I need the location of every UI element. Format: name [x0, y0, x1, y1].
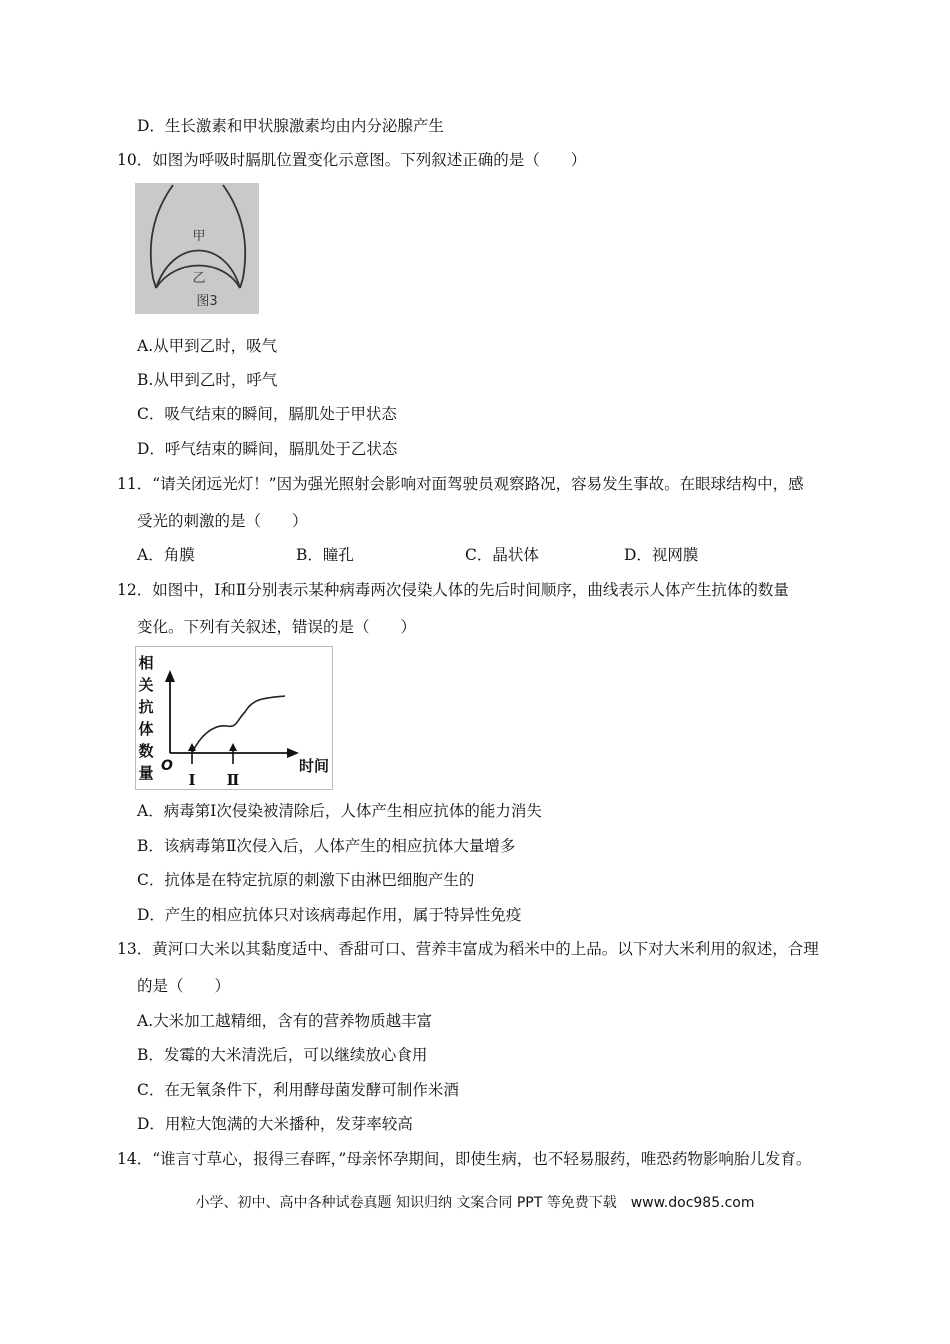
q12-y-char-2: 关 — [138, 676, 154, 694]
q9-option-d: D．生长激素和甲状腺激素均由内分泌腺产生 — [137, 117, 444, 135]
q10-label-bottom: 乙 — [192, 271, 206, 286]
q12-y-char-5: 数 — [138, 742, 154, 760]
q10-option-c: C．吸气结束的瞬间，膈肌处于甲状态 — [137, 405, 397, 423]
q10-stem: 10．如图为呼吸时膈肌位置变化示意图。下列叙述正确的是（ ） — [117, 151, 587, 169]
q10-label-top: 甲 — [192, 229, 206, 244]
q11-option-d: D．视网膜 — [624, 546, 699, 564]
q10-caption: 图3 — [196, 294, 218, 309]
q12-origin: O — [161, 758, 173, 774]
q12-antibody-figure — [135, 646, 333, 790]
q12-marker1-label: Ⅰ — [188, 771, 196, 789]
q11-option-c: C．晶状体 — [465, 546, 539, 564]
q11-options — [137, 545, 837, 565]
q12-y-char-4: 体 — [138, 720, 154, 738]
q13-stem-line1: 13．黄河口大米以其黏度适中、香甜可口、营养丰富成为稻米中的上品。以下对大米利用的叙述，合理 — [117, 940, 819, 958]
page-footer: 小学、初中、高中各种试卷真题 知识归纳 文案合同 PPT 等免费下载 www.doc985.com — [195, 1195, 755, 1211]
q10-diaphragm-figure — [135, 183, 259, 314]
q12-option-c: C．抗体是在特定抗原的刺激下由淋巴细胞产生的 — [137, 871, 475, 889]
q12-y-char-6: 量 — [138, 764, 154, 782]
q12-y-char-1: 相 — [138, 654, 154, 672]
q11-stem-line2: 受光的刺激的是（ ） — [137, 512, 308, 530]
q12-y-char-3: 抗 — [138, 698, 154, 716]
q13-option-b: B．发霉的大米清洗后，可以继续放心食用 — [137, 1046, 428, 1064]
q13-option-d: D．用粒大饱满的大米播种，发芽率较高 — [137, 1115, 413, 1133]
q13-option-c: C．在无氧条件下，利用酵母菌发酵可制作米酒 — [137, 1081, 459, 1099]
q11-option-a: A．角膜 — [137, 546, 195, 564]
q11-stem-line1: 11．“请关闭远光灯！”因为强光照射会影响对面驾驶员观察路况，容易发生事故。在眼球结构中，感 — [117, 475, 804, 493]
q14-stem-line1: 14．“谁言寸草心，报得三春晖，”母亲怀孕期间，即使生病，也不轻易服药，唯恐药物影响胎儿发育。 — [117, 1150, 812, 1168]
q10-option-a: A.从甲到乙时，吸气 — [137, 337, 278, 355]
q12-x-label: 时间 — [299, 757, 330, 775]
q13-stem-line2: 的是（ ） — [137, 977, 231, 995]
q12-option-d: D．产生的相应抗体只对该病毒起作用，属于特异性免疫 — [137, 906, 522, 924]
q10-option-b: B.从甲到乙时，呼气 — [137, 371, 278, 389]
q11-option-b: B．瞳孔 — [296, 546, 354, 564]
q12-stem-line1: 12．如图中，Ⅰ和Ⅱ分别表示某种病毒两次侵染人体的先后时间顺序，曲线表示人体产生抗体的数量 — [117, 581, 789, 599]
q12-option-a: A．病毒第Ⅰ次侵染被清除后，人体产生相应抗体的能力消失 — [137, 802, 542, 820]
q13-option-a: A.大米加工越精细，含有的营养物质越丰富 — [137, 1012, 433, 1030]
q12-marker2-label: Ⅱ — [226, 771, 240, 789]
q12-stem-line2: 变化。下列有关叙述，错误的是（ ） — [137, 618, 417, 636]
q10-option-d: D．呼气结束的瞬间，膈肌处于乙状态 — [137, 440, 398, 458]
q12-option-b: B．该病毒第Ⅱ次侵入后，人体产生的相应抗体大量增多 — [137, 837, 516, 855]
